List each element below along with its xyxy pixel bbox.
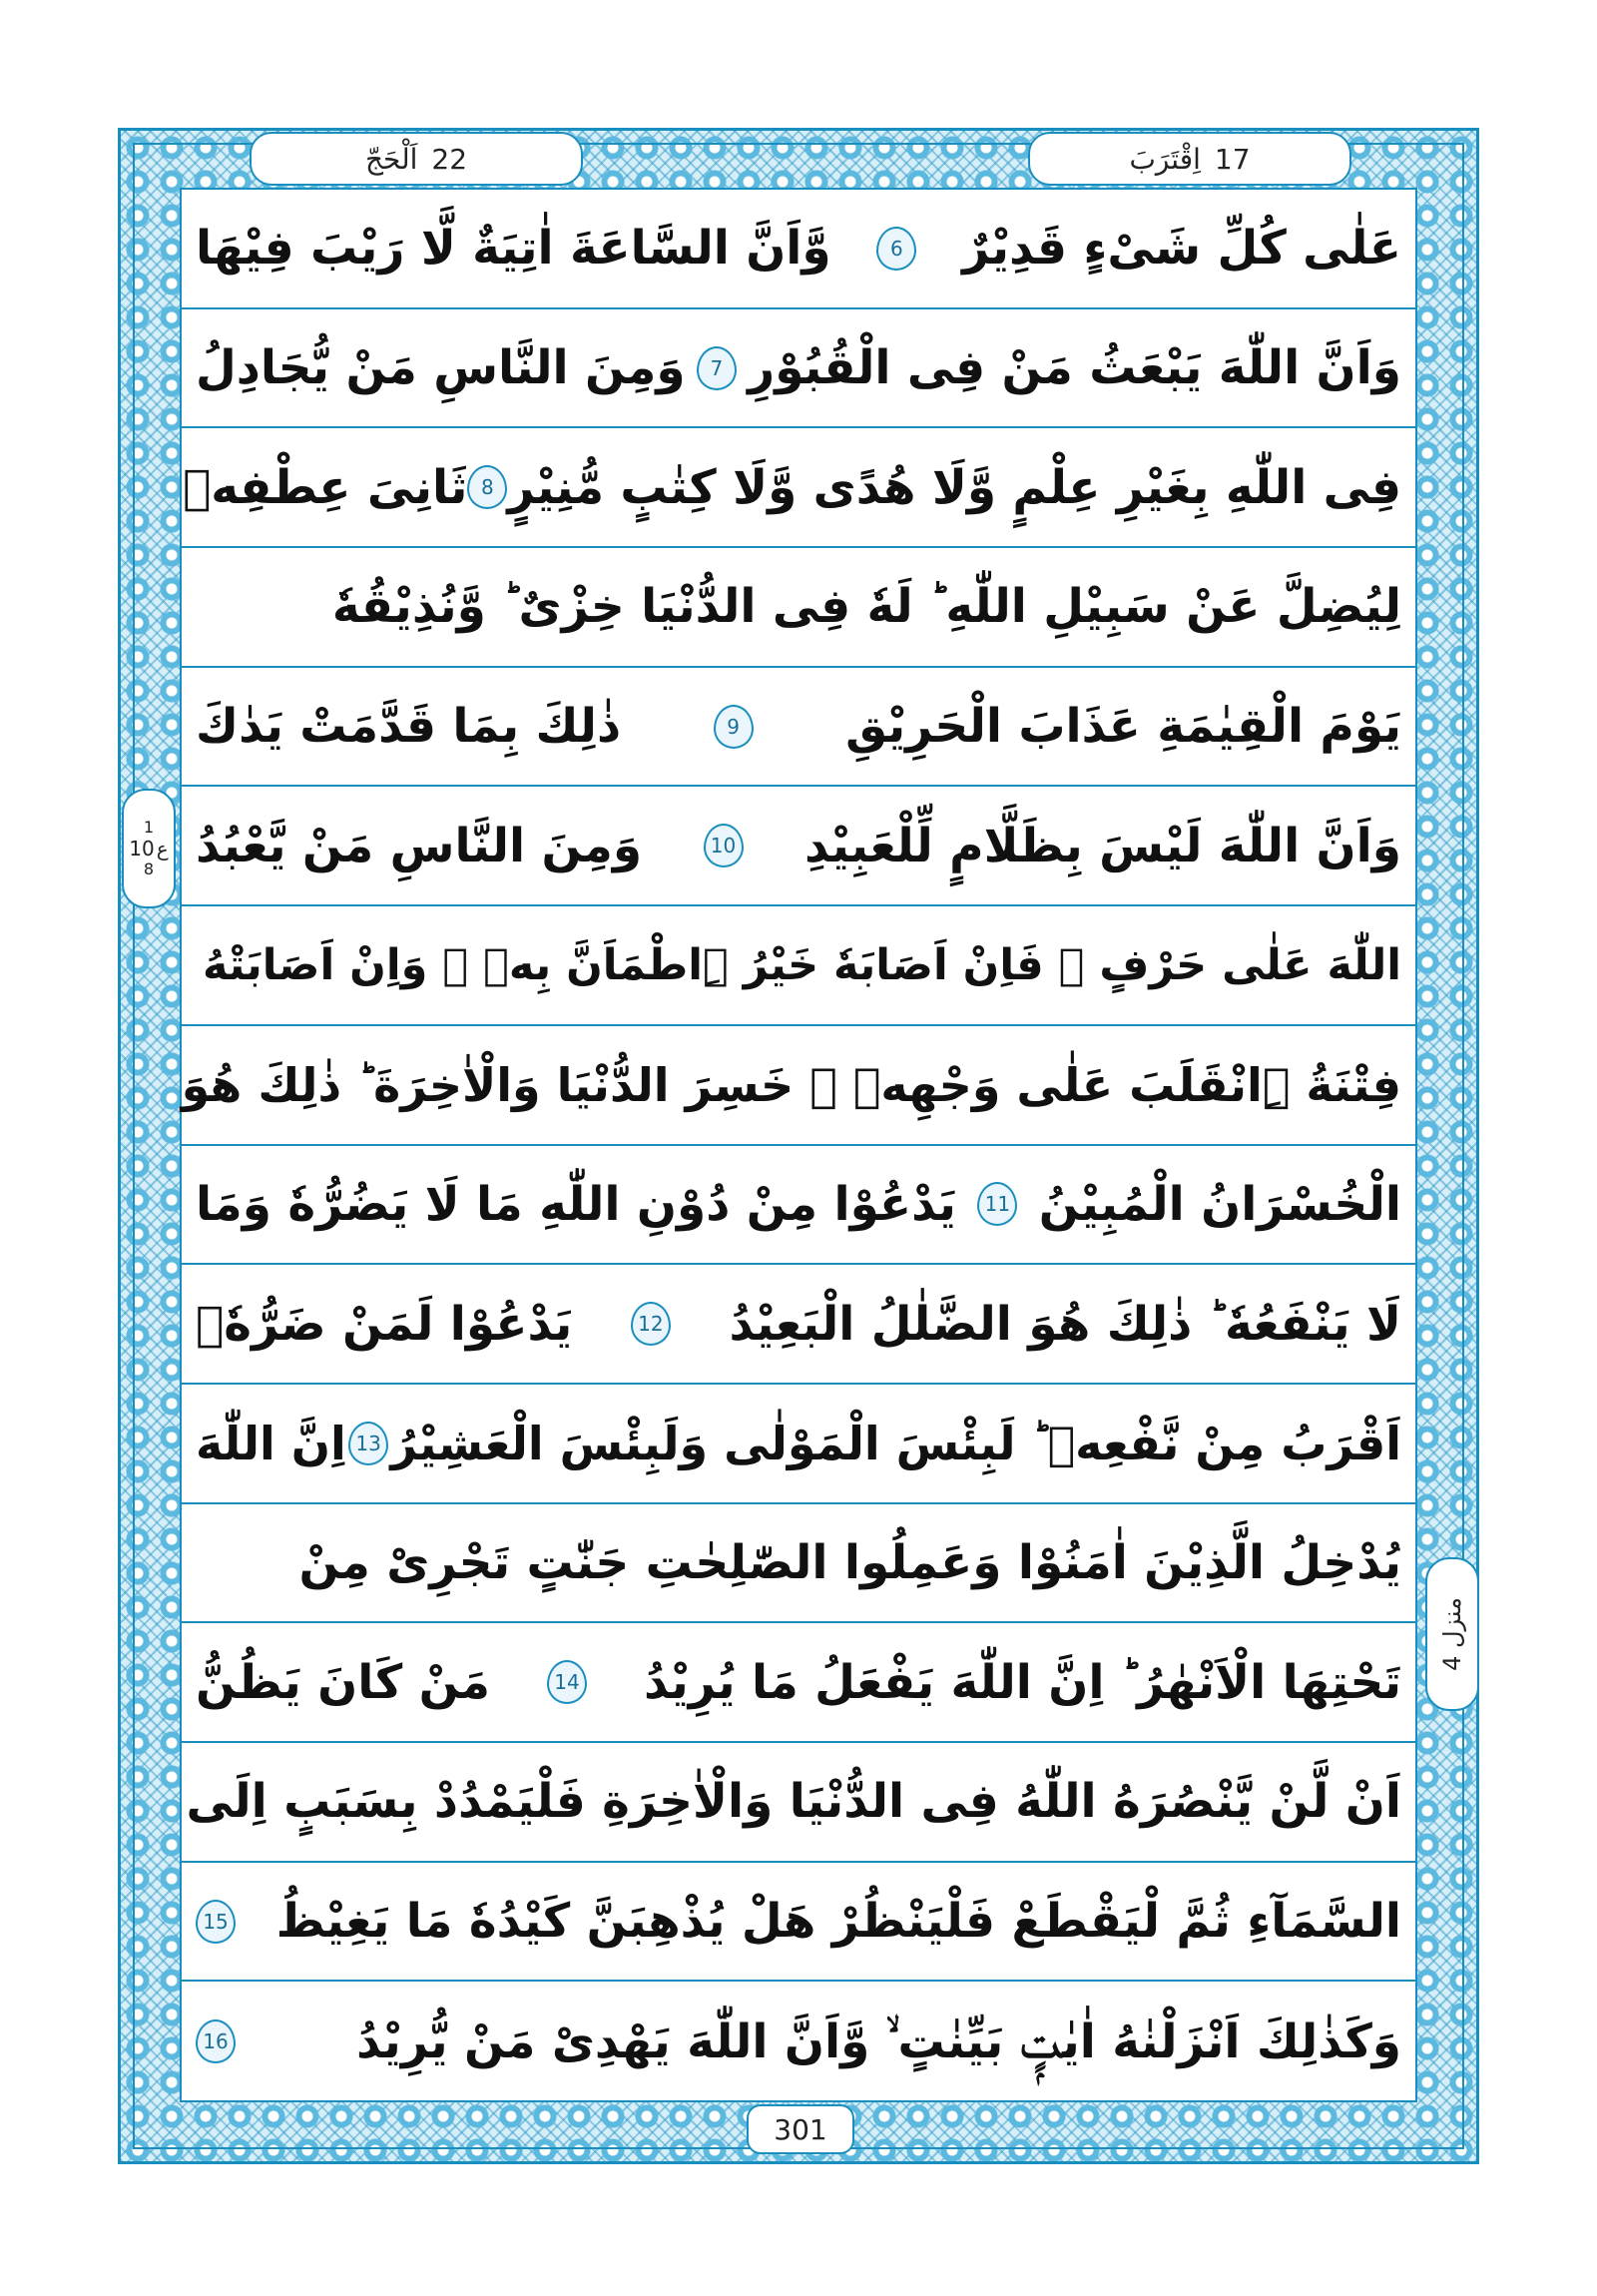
verse-text: مَنْ كَانَ یَظُنُّ [196, 1654, 490, 1710]
quran-line [182, 1026, 1415, 1146]
verse-text: عَلٰى كُلِّ شَیْءٍ قَدِیْرٌ [962, 221, 1401, 277]
ayah-number-marker: 14 [547, 1660, 587, 1704]
verse-text: یَوْمَ الْقِیٰمَةِ عَذَابَ الْحَرِیْقِ [845, 699, 1401, 755]
verse-text: وَمِنَ النَّاسِ مَنْ یَّعْبُدُ [196, 818, 643, 873]
surah-name: اَلْحَجّ [364, 142, 418, 176]
verse-text: تَحْتِهَا الْاَنْهٰرُ ؕ اِنَّ اللّٰهَ یَفْعَلُ مَا یُرِیْدُ [644, 1654, 1401, 1710]
verse-text: اَقْرَبُ مِنْ نَّفْعِهٖ ؕ لَبِئْسَ الْمَوْلٰى وَلَبِئْسَ الْعَشِیْرُ [390, 1416, 1401, 1470]
para-name: اِقْتَرَبَ [1129, 142, 1201, 176]
verse-text: وَاَنَّ اللّٰهَ لَیْسَ بِظَلَّامٍ لِّلْعَبِیْدِ [803, 818, 1401, 873]
ayah-number-marker: 13 [348, 1422, 388, 1465]
verse-text: السَّمَآءِ ثُمَّ لْیَقْطَعْ فَلْیَنْظُرْ هَلْ یُذْهِبَنَّ كَیْدُهٗ مَا یَغِیْظُ [275, 1894, 1401, 1950]
ayah-number-marker: 15 [196, 1900, 236, 1944]
quran-line [182, 1983, 1415, 2102]
para-header [1028, 132, 1351, 186]
verse-text: وَّاَنَّ السَّاعَةَ اٰتِیَةٌ لَّا رَیْبَ فِیْهَا [196, 221, 831, 277]
verse-text: لَا یَنْفَعُهٗ ؕ ذٰلِكَ هُوَ الضَّلٰلُ الْبَعِیْدُ [729, 1296, 1401, 1352]
ayah-number-marker: 9 [714, 705, 754, 749]
para-number: 17 [1214, 142, 1251, 176]
ayah-number-marker: 16 [196, 2019, 236, 2063]
quran-line [182, 1623, 1415, 1743]
surah-header [250, 132, 583, 186]
ayah-number-marker: 6 [876, 227, 916, 271]
quran-line [182, 788, 1415, 907]
ayah-number-marker: 8 [467, 465, 507, 509]
verse-text: اَنْ لَّنْ یَّنْصُرَهُ اللّٰهُ فِی الدُّنْیَا وَالْاٰخِرَةِ فَلْیَمْدُدْ بِسَبَبٍ اِلَى [186, 1774, 1401, 1830]
ruku-symbol: ع [156, 836, 169, 861]
quran-line [182, 1743, 1415, 1863]
verse-text: فِتْنَةُ ِۨانْقَلَبَ عَلٰى وَجْهِهٖ ۚ خَسِرَ الدُّنْیَا وَالْاٰخِرَةَ ؕ ذٰلِكَ هُوَ [181, 1057, 1401, 1112]
quran-line [182, 1146, 1415, 1266]
ayah-number-marker: 7 [697, 346, 737, 390]
surah-number: 22 [431, 142, 468, 176]
verse-text: ثَانِیَ عِطْفِهٖ [183, 459, 468, 515]
verse-text: الْخُسْرَانُ الْمُبِیْنُ [1038, 1176, 1401, 1232]
verse-text: اِنَّ اللّٰهَ [196, 1416, 346, 1470]
verse-text: وَكَذٰلِكَ اَنْزَلْنٰهُ اٰیٰتٍۭ بَیِّنٰتٍ ۙ وَّاَنَّ اللّٰهَ یَهْدِیْ مَنْ یُّرِیْدُ [356, 2013, 1401, 2069]
quran-line [182, 1863, 1415, 1983]
quran-line [182, 1265, 1415, 1385]
ayah-number-marker: 11 [977, 1182, 1017, 1226]
quran-line [182, 190, 1415, 309]
ruku-marker [122, 789, 176, 908]
verse-text: وَاَنَّ اللّٰهَ یَبْعَثُ مَنْ فِی الْقُبُوْرِ [748, 340, 1401, 396]
quran-line [182, 309, 1415, 429]
quran-line [182, 1385, 1415, 1504]
manzil-marker [1425, 1557, 1479, 1711]
verse-text: یَدْعُوْا مِنْ دُوْنِ اللّٰهِ مَا لَا یَضُرُّهٗ وَمَا [196, 1176, 956, 1232]
manzil-label: منزل 4 [1438, 1597, 1466, 1671]
verse-text: ذٰلِكَ بِمَا قَدَّمَتْ یَدٰكَ [196, 699, 622, 755]
quran-line [182, 428, 1415, 548]
text-panel [180, 188, 1417, 2102]
ayah-number-marker: 10 [704, 824, 744, 867]
ruku-mid: 10 [129, 836, 155, 861]
ruku-top: 1 [143, 818, 155, 838]
quran-line [182, 1504, 1415, 1624]
verse-text: فِی اللّٰهِ بِغَیْرِ عِلْمٍ وَّلَا هُدًى وَّلَا كِتٰبٍ مُّنِیْرٍ [507, 459, 1401, 515]
verse-text: یَدْعُوْا لَمَنْ ضَرُّهٗۤ [196, 1296, 573, 1352]
ruku-bottom: 8 [143, 859, 155, 878]
verse-text: اللّٰهَ عَلٰى حَرْفٍ ۚ فَاِنْ اَصَابَهٗ خَیْرُ ِۨاطْمَاَنَّ بِهٖ ۚ وَاِنْ اَصَابَتْهُ [203, 939, 1401, 990]
quran-line [182, 668, 1415, 788]
verse-text: یُدْخِلُ الَّذِیْنَ اٰمَنُوْا وَعَمِلُوا الصّٰلِحٰتِ جَنّٰتٍ تَجْرِیْ مِنْ [298, 1535, 1401, 1591]
quran-line [182, 548, 1415, 668]
ayah-number-marker: 12 [631, 1302, 671, 1346]
verse-text: لِیُضِلَّ عَنْ سَبِیْلِ اللّٰهِ ؕ لَهٗ فِی الدُّنْیَا خِزْیٌ ؕ وَّنُذِیْقُهٗ [331, 579, 1401, 635]
quran-line [182, 906, 1415, 1026]
verse-text: وَمِنَ النَّاسِ مَنْ یُّجَادِلُ [196, 340, 686, 396]
page-number: 301 [747, 2104, 854, 2154]
